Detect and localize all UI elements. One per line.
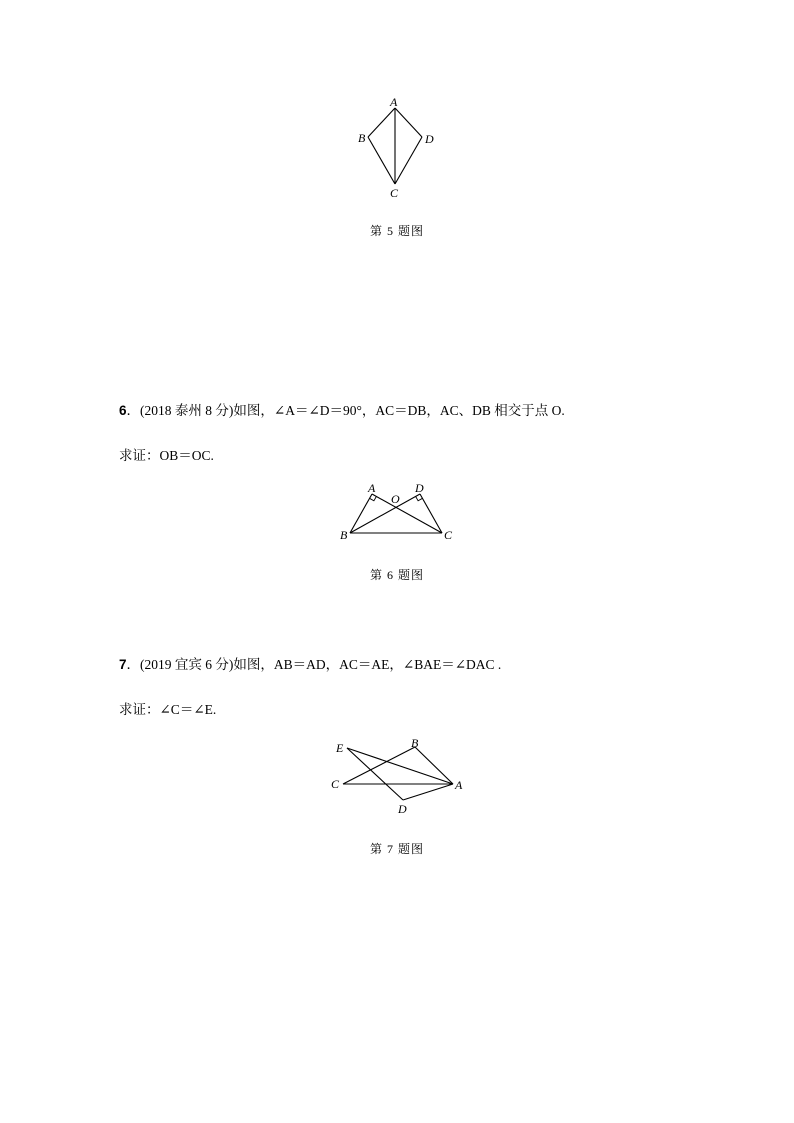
problem-7-number: 7: [119, 657, 127, 672]
segment-ab: [368, 108, 395, 137]
segment-da: [403, 784, 453, 800]
problem-7-prove: [119, 698, 216, 718]
point-label-b: B: [340, 528, 348, 542]
problem-7-prove-statement: ∠C＝∠E.: [159, 702, 217, 717]
figure-5-diagram: [350, 92, 440, 204]
point-label-b: B: [411, 736, 419, 750]
point-label-b: B: [358, 131, 366, 145]
problem-6-prove-label: 求证：: [119, 448, 160, 463]
segment-ea: [347, 748, 453, 784]
problem-6-statement: [119, 399, 565, 419]
problem-6-prove-statement: OB＝OC.: [159, 448, 214, 463]
point-label-e: E: [336, 741, 344, 755]
point-label-c: C: [444, 528, 453, 542]
point-label-d: D: [425, 132, 434, 146]
figure-5-caption: 第 5 题图: [369, 224, 424, 238]
figure-7-diagram: [325, 732, 470, 817]
figure-6-diagram: [330, 476, 465, 548]
problem-7-statement: [119, 653, 501, 673]
point-label-d: D: [415, 481, 424, 495]
problem-7-source: ．(2019 宜宾 6 分)如图，: [126, 657, 274, 672]
problem-6-condition: ∠A＝∠D＝90°，AC＝DB，AC、DB 相交于点 O.: [273, 403, 565, 418]
segment-bc: [368, 137, 395, 184]
problem-6-number: 6: [119, 403, 127, 418]
segment-ba: [415, 747, 453, 784]
point-label-a: A: [390, 95, 398, 109]
problem-6-source: ．(2018 泰州 8 分)如图，: [126, 403, 274, 418]
point-label-o: O: [391, 492, 400, 506]
problem-7-condition: AB＝AD，AC＝AE，∠BAE＝∠DAC .: [273, 657, 502, 672]
problem-6-prove: [119, 444, 214, 464]
segment-dc: [395, 137, 422, 184]
point-label-a: A: [368, 481, 376, 495]
point-label-c: C: [390, 186, 399, 200]
segment-ad: [395, 108, 422, 137]
point-label-c: C: [331, 777, 340, 791]
segment-ed: [347, 748, 403, 800]
figure-7-caption: 第 7 题图: [369, 842, 424, 856]
figure-6-caption: 第 6 题图: [369, 568, 424, 582]
problem-7-prove-label: 求证：: [119, 702, 160, 717]
point-label-a: A: [455, 778, 463, 792]
point-label-d: D: [398, 802, 407, 816]
